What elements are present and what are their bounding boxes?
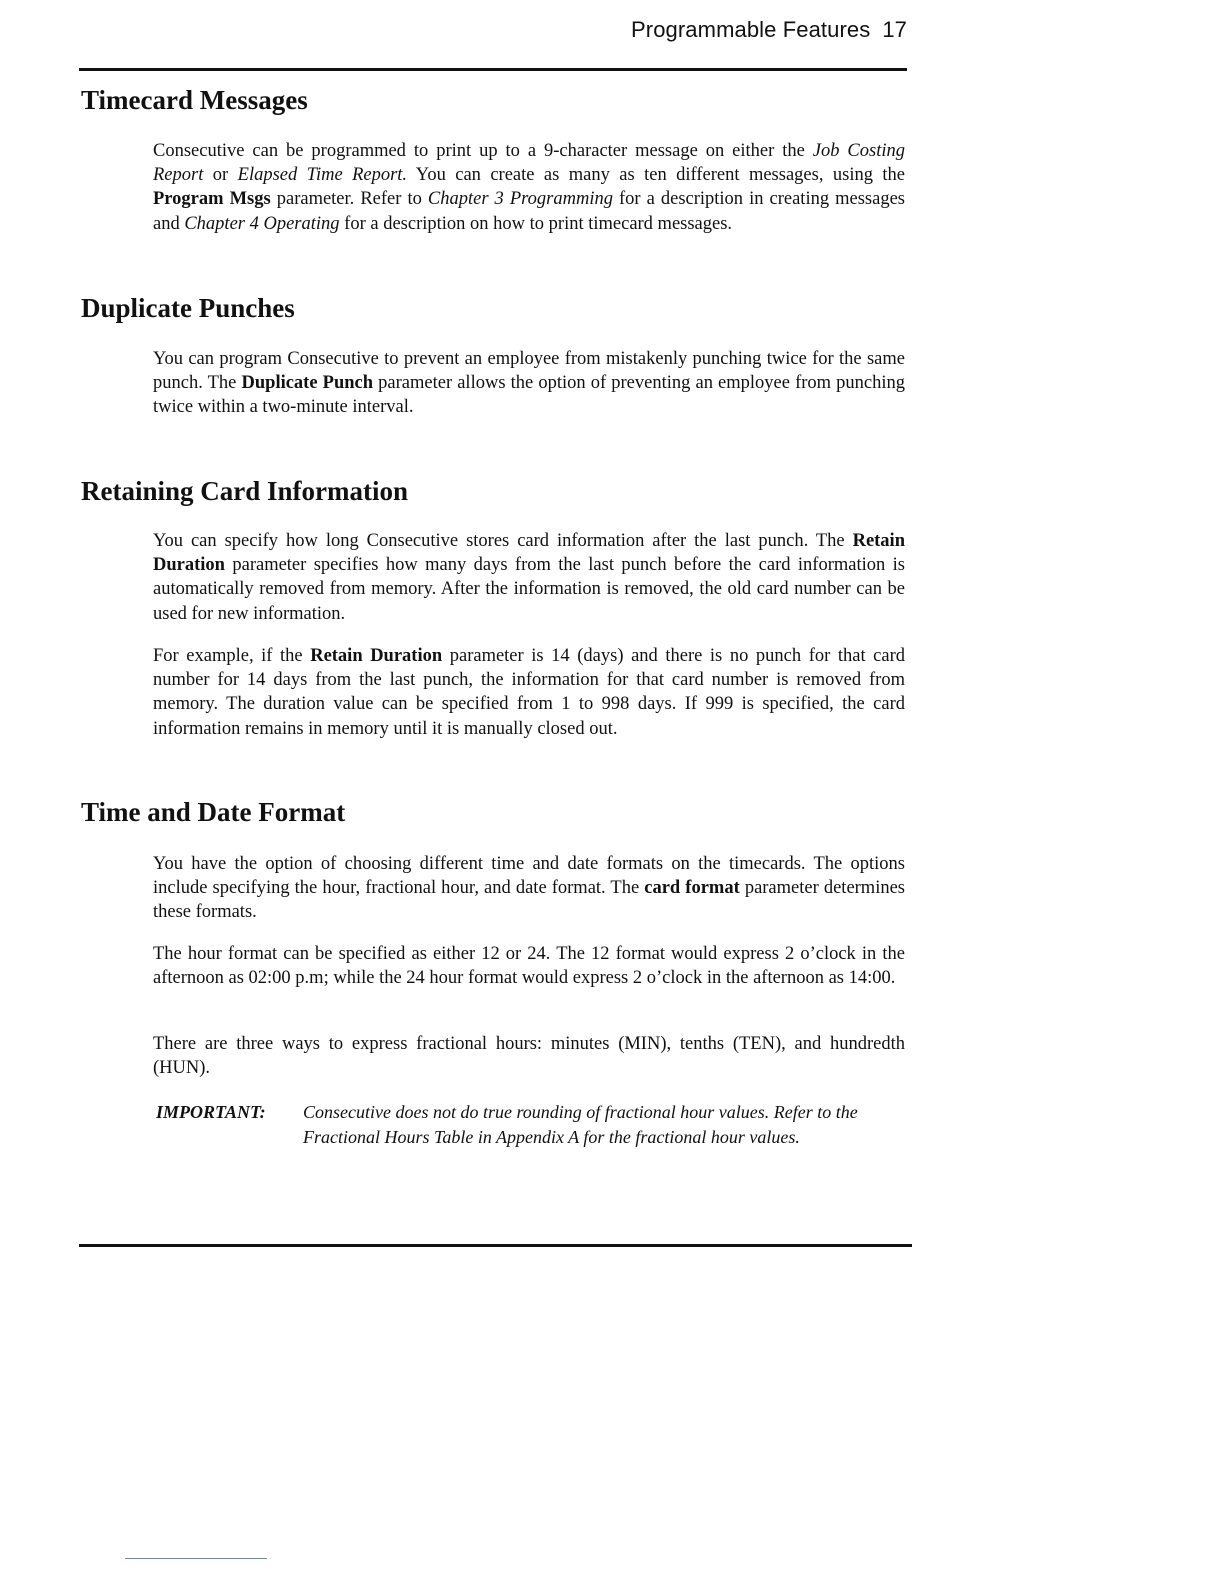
footnote-rule: [125, 1558, 267, 1559]
page-number: 17: [882, 17, 907, 42]
paragraph-timecard-messages: Consecutive can be programmed to print up to a 9-character message on either the Job Costing Report or Elapsed Time Report. You can create as many as ten different messages, using the Program Msgs parameter. Refer to Chapter 3 Programming for a description in creating messages and Chapter 4 Operating for a description on how to print timecard messages.: [153, 141, 906, 234]
paragraph-hour-format: The hour format can be specified as either 12 or 24. The 12 format would express 2 o’clock in the afternoon as 02:00 p.m; while the 24 hour format would express 2 o’clock in the afternoon as 14:00.: [153, 944, 905, 989]
running-header: [631, 17, 907, 43]
paragraph-fractional-hours: There are three ways to express fractional hours: minutes (MIN), tenths (TEN), and hundredth (HUN).: [153, 1034, 905, 1079]
paragraph-retain-duration-example: For example, if the Retain Duration parameter is 14 (days) and there is no punch for that card number for 14 days from the last punch, the information for that card number is removed from memory. The duration value can be specified from 1 to 998 days. If 999 is specified, the card information remains in memory until it is manually closed out.: [153, 646, 905, 739]
paragraph-card-format: You have the option of choosing different time and date formats on the timecards. The options include specifying the hour, fractional hour, and date format. The card format parameter determines these formats.: [153, 854, 905, 923]
important-label: IMPORTANT:: [156, 1102, 266, 1122]
important-text: Consecutive does not do true rounding of fractional hour values. Refer to the Fractional Hours Table in Appendix A for the fractional hour values.: [303, 1102, 858, 1147]
heading-timecard-messages: Timecard Messages: [81, 85, 308, 115]
important-note: [153, 1100, 905, 1149]
heading-duplicate-punches: Duplicate Punches: [81, 293, 295, 323]
heading-retaining-card-information: Retaining Card Information: [81, 476, 409, 506]
paragraph-duplicate-punches: You can program Consecutive to prevent an employee from mistakenly punching twice for the same punch. The Duplicate Punch parameter allows the option of preventing an employee from punching twice within a two-minute interval.: [153, 349, 906, 418]
footer-rule: [79, 1244, 912, 1247]
header-rule: [79, 68, 907, 71]
running-header-title: Programmable Features: [631, 17, 871, 42]
heading-time-and-date-format: Time and Date Format: [81, 797, 346, 827]
paragraph-retain-duration-intro: You can specify how long Consecutive stores card information after the last punch. The Retain Duration parameter specifies how many days from the last punch before the card information is automatically removed from memory. After the information is removed, the old card number can be used for new information.: [153, 531, 905, 624]
